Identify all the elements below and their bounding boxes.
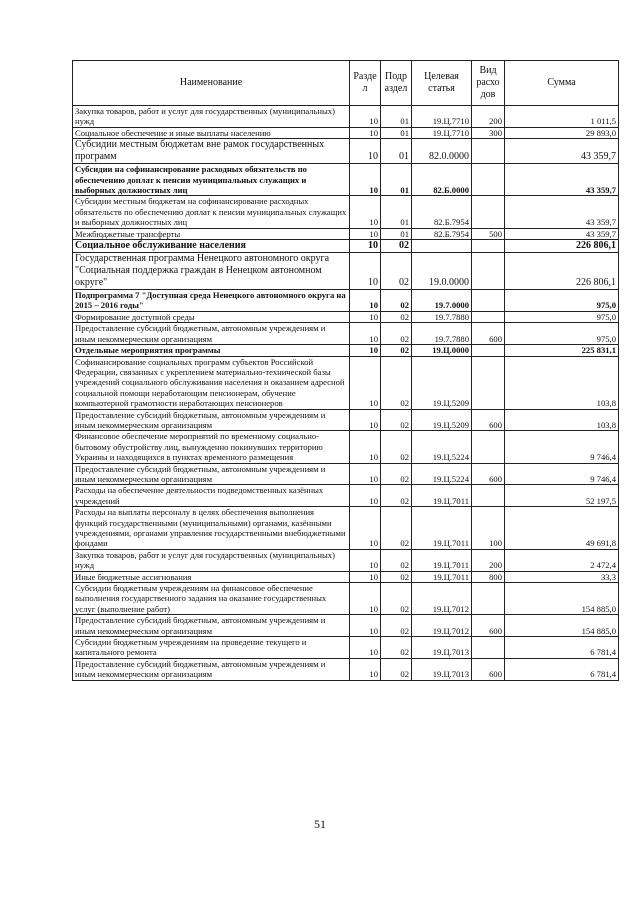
row-amount: 225 831,1 <box>505 345 619 356</box>
row-section: 10 <box>350 196 381 228</box>
budget-table <box>72 60 619 681</box>
table-row <box>73 615 619 637</box>
row-subsection: 02 <box>381 507 412 550</box>
row-target: 19.Ц.7013 <box>412 637 472 659</box>
row-section: 10 <box>350 583 381 615</box>
row-subsection: 02 <box>381 290 412 312</box>
row-type <box>472 356 505 409</box>
row-section: 10 <box>350 323 381 345</box>
row-amount: 43 359,7 <box>505 139 619 164</box>
row-name: Предоставление субсидий бюджетным, автономным учреждениям и иным некоммерческим организациям <box>73 658 350 680</box>
row-name: Иные бюджетные ассигнования <box>73 571 350 582</box>
row-type: 500 <box>472 228 505 239</box>
row-amount: 975,0 <box>505 290 619 312</box>
row-name: Государственная программа Ненецкого автономного округа "Социальная поддержка граждан в Ненецком автономном округе" <box>73 253 350 290</box>
table-row <box>73 658 619 680</box>
row-target: 19.Ц.7012 <box>412 615 472 637</box>
row-name: Подпрограмма 7 "Доступная среда Ненецкого автономного округа на 2015 – 2016 годы" <box>73 290 350 312</box>
row-type: 600 <box>472 463 505 485</box>
row-section: 10 <box>350 615 381 637</box>
table-row <box>73 409 619 431</box>
row-name: Предоставление субсидий бюджетным, автономным учреждениям и иным некоммерческим организациям <box>73 463 350 485</box>
row-type: 800 <box>472 571 505 582</box>
row-target: 19.Ц.7710 <box>412 106 472 128</box>
row-subsection: 02 <box>381 571 412 582</box>
row-subsection: 01 <box>381 228 412 239</box>
row-amount: 226 806,1 <box>505 253 619 290</box>
row-type: 100 <box>472 507 505 550</box>
row-amount: 103,8 <box>505 356 619 409</box>
row-amount: 9 746,4 <box>505 431 619 463</box>
table-row <box>73 431 619 463</box>
row-type <box>472 485 505 507</box>
row-name: Расходы на обеспечение деятельности подведомственных казённых учреждений <box>73 485 350 507</box>
row-target: 19.7.0000 <box>412 290 472 312</box>
row-target: 82.Б.7954 <box>412 228 472 239</box>
row-subsection: 02 <box>381 311 412 322</box>
row-name: Социальное обеспечение и иные выплаты населению <box>73 127 350 138</box>
row-target: 19.0.0000 <box>412 253 472 290</box>
row-section: 10 <box>350 507 381 550</box>
row-type <box>472 311 505 322</box>
table-row <box>73 139 619 164</box>
row-name: Расходы на выплаты персоналу в целях обеспечения выполнения функций государственными (муниципальными) органами, казёнными учреждениями, органами управления государственными внебюджетными фондами <box>73 507 350 550</box>
row-type: 200 <box>472 106 505 128</box>
row-subsection: 02 <box>381 485 412 507</box>
row-target <box>412 240 472 253</box>
row-name: Субсидии местным бюджетам на софинансирование расходных обязательств по обеспечению доплат к пенсии муниципальных служащих и выборных должностных лиц <box>73 196 350 228</box>
row-amount: 9 746,4 <box>505 463 619 485</box>
row-subsection: 01 <box>381 106 412 128</box>
header-section: Разде л <box>350 61 381 106</box>
row-name: Софинансирование социальных программ субъектов Российской Федерации, связанных с укреплением материально-технической базы учреждений социального обслуживания населения и оказанием адресной социальной помощи неработающим пенсионерам, обучение компьютерной грамотности неработающих пенсионеров <box>73 356 350 409</box>
row-type <box>472 431 505 463</box>
row-amount: 52 197,5 <box>505 485 619 507</box>
row-type: 300 <box>472 127 505 138</box>
row-name: Межбюджетные трансферты <box>73 228 350 239</box>
table-row <box>73 240 619 253</box>
row-name: Социальное обслуживание населения <box>73 240 350 253</box>
row-name: Закупка товаров, работ и услуг для государственных (муниципальных) нужд <box>73 549 350 571</box>
table-row <box>73 549 619 571</box>
row-name: Предоставление субсидий бюджетным, автономным учреждениям и иным некоммерческим организациям <box>73 409 350 431</box>
row-subsection: 02 <box>381 583 412 615</box>
table-row <box>73 571 619 582</box>
row-amount: 6 781,4 <box>505 658 619 680</box>
row-subsection: 02 <box>381 345 412 356</box>
row-amount: 43 359,7 <box>505 228 619 239</box>
row-section: 10 <box>350 253 381 290</box>
row-target: 19.Ц.7013 <box>412 658 472 680</box>
row-section: 10 <box>350 290 381 312</box>
table-row <box>73 507 619 550</box>
row-section: 10 <box>350 356 381 409</box>
row-section: 10 <box>350 463 381 485</box>
row-type <box>472 345 505 356</box>
row-target: 19.Ц.5224 <box>412 431 472 463</box>
table-row <box>73 253 619 290</box>
row-amount: 49 691,8 <box>505 507 619 550</box>
table-row <box>73 228 619 239</box>
row-type: 600 <box>472 615 505 637</box>
table-row <box>73 164 619 196</box>
row-name: Закупка товаров, работ и услуг для государственных (муниципальных) нужд <box>73 106 350 128</box>
row-amount: 226 806,1 <box>505 240 619 253</box>
row-subsection: 02 <box>381 409 412 431</box>
row-name: Субсидии на софинансирование расходных обязательств по обеспечению доплат к пенсии муниципальных служащих и выборных должностных лиц <box>73 164 350 196</box>
table-row <box>73 345 619 356</box>
row-target: 19.Ц.7710 <box>412 127 472 138</box>
row-type <box>472 290 505 312</box>
row-subsection: 02 <box>381 615 412 637</box>
row-section: 10 <box>350 139 381 164</box>
row-name: Предоставление субсидий бюджетным, автономным учреждениям и иным некоммерческим организациям <box>73 615 350 637</box>
row-amount: 975,0 <box>505 311 619 322</box>
row-name: Формирование доступной среды <box>73 311 350 322</box>
row-name: Предоставление субсидий бюджетным, автономным учреждениям и иным некоммерческим организациям <box>73 323 350 345</box>
row-target: 19.Ц.7011 <box>412 507 472 550</box>
table-row <box>73 637 619 659</box>
page-number: 51 <box>314 817 326 831</box>
row-name: Финансовое обеспечение мероприятий по временному социально-бытовому обустройству лиц, вынужденно покинувших территорию Украины и находящихся в пунктах временного размещения <box>73 431 350 463</box>
row-target: 19.Ц.5209 <box>412 409 472 431</box>
table-row <box>73 583 619 615</box>
row-subsection: 02 <box>381 549 412 571</box>
row-type <box>472 196 505 228</box>
row-target: 19.Ц.7012 <box>412 583 472 615</box>
row-type <box>472 583 505 615</box>
row-amount: 33,3 <box>505 571 619 582</box>
row-subsection: 02 <box>381 658 412 680</box>
row-section: 10 <box>350 127 381 138</box>
row-section: 10 <box>350 240 381 253</box>
row-name: Отдельные мероприятия программы <box>73 345 350 356</box>
row-type <box>472 253 505 290</box>
row-subsection: 02 <box>381 463 412 485</box>
header-subsection: Подр аздел <box>381 61 412 106</box>
row-target: 19.Ц.5224 <box>412 463 472 485</box>
row-type: 600 <box>472 323 505 345</box>
table-row <box>73 485 619 507</box>
row-amount: 2 472,4 <box>505 549 619 571</box>
row-section: 10 <box>350 637 381 659</box>
row-name: Субсидии бюджетным учреждениям на финансовое обеспечение выполнения государственного задания на оказание государственных услуг (выполнение работ) <box>73 583 350 615</box>
row-subsection: 02 <box>381 240 412 253</box>
row-section: 10 <box>350 106 381 128</box>
row-subsection: 02 <box>381 431 412 463</box>
row-target: 19.Ц.7011 <box>412 549 472 571</box>
row-amount: 1 011,5 <box>505 106 619 128</box>
header-type: Вид расхо дов <box>472 61 505 106</box>
row-name: Субсидии бюджетным учреждениям на проведение текущего и капитального ремонта <box>73 637 350 659</box>
table-row <box>73 356 619 409</box>
table-row <box>73 196 619 228</box>
row-type <box>472 164 505 196</box>
row-target: 19.7.7880 <box>412 311 472 322</box>
row-section: 10 <box>350 549 381 571</box>
row-subsection: 02 <box>381 356 412 409</box>
row-target: 19.Ц.5209 <box>412 356 472 409</box>
row-type <box>472 240 505 253</box>
row-subsection: 01 <box>381 127 412 138</box>
table-row <box>73 311 619 322</box>
row-section: 10 <box>350 164 381 196</box>
row-type <box>472 139 505 164</box>
row-type: 600 <box>472 658 505 680</box>
row-subsection: 01 <box>381 196 412 228</box>
row-section: 10 <box>350 311 381 322</box>
row-section: 10 <box>350 345 381 356</box>
row-section: 10 <box>350 658 381 680</box>
row-section: 10 <box>350 409 381 431</box>
row-amount: 6 781,4 <box>505 637 619 659</box>
row-target: 82.Б.7954 <box>412 196 472 228</box>
row-section: 10 <box>350 431 381 463</box>
header-target: Целевая статья <box>412 61 472 106</box>
row-name: Субсидии местным бюджетам вне рамок государственных программ <box>73 139 350 164</box>
row-target: 19.Ц.7011 <box>412 571 472 582</box>
row-subsection: 02 <box>381 323 412 345</box>
table-row <box>73 127 619 138</box>
row-type: 200 <box>472 549 505 571</box>
table-row <box>73 323 619 345</box>
row-type: 600 <box>472 409 505 431</box>
header-name: Наименование <box>73 61 350 106</box>
row-section: 10 <box>350 485 381 507</box>
row-subsection: 02 <box>381 637 412 659</box>
header-amount: Сумма <box>505 61 619 106</box>
row-amount: 154 885,0 <box>505 615 619 637</box>
row-target: 19.Ц.0000 <box>412 345 472 356</box>
row-subsection: 02 <box>381 253 412 290</box>
row-target: 19.Ц.7011 <box>412 485 472 507</box>
table-row <box>73 106 619 128</box>
row-amount: 103,8 <box>505 409 619 431</box>
row-subsection: 01 <box>381 139 412 164</box>
header-row <box>73 61 619 106</box>
row-target: 82.Б.0000 <box>412 164 472 196</box>
row-type <box>472 637 505 659</box>
row-amount: 43 359,7 <box>505 196 619 228</box>
row-section: 10 <box>350 228 381 239</box>
row-target: 82.0.0000 <box>412 139 472 164</box>
row-amount: 975,0 <box>505 323 619 345</box>
table-row <box>73 463 619 485</box>
table-row <box>73 290 619 312</box>
row-subsection: 01 <box>381 164 412 196</box>
row-amount: 43 359,7 <box>505 164 619 196</box>
row-amount: 29 893,0 <box>505 127 619 138</box>
row-section: 10 <box>350 571 381 582</box>
row-target: 19.7.7880 <box>412 323 472 345</box>
row-amount: 154 885,0 <box>505 583 619 615</box>
